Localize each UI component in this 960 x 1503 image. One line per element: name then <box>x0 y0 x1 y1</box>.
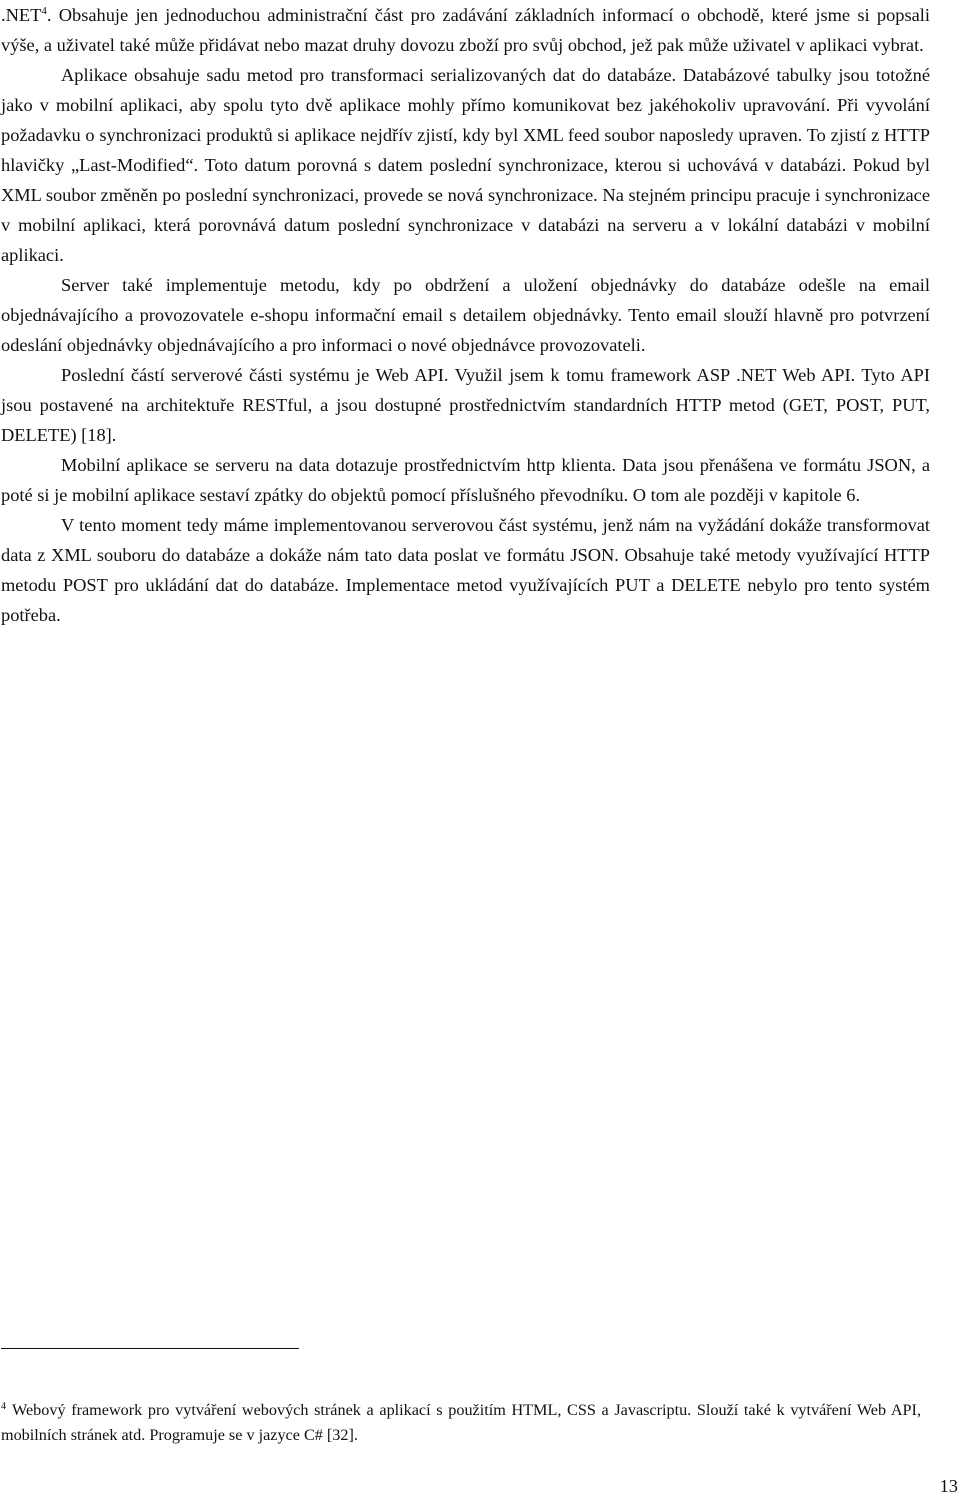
paragraph-6: V tento moment tedy máme implementovanou serverovou část systému, jenž nám na vyžádání dokáže transformovat data z XML souboru do databáze a dokáže nám tato data poslat ve formátu JSON. Obsahuje také metody využívající HTTP metodu POST pro ukládání dat do databáze. Implementace metod využívajících PUT a DELETE nebylo pro tento systém potřeba. <box>1 515 930 625</box>
paragraph-2: Aplikace obsahuje sadu metod pro transformaci serializovaných dat do databáze. Databázové tabulky jsou totožné jako v mobilní aplikaci, aby spolu tyto dvě aplikace mohly přímo komunikovat bez jakéhokoliv upravování. Při vyvolání požadavku o synchronizaci produktů si aplikace nejdřív zjistí, kdy byl XML feed soubor naposledy upraven. To zjistí z HTTP hlavičky „Last-Modified“. Toto datum porovná s datem poslední synchronizace, kterou si uchovává v databázi. Pokud byl XML soubor změněn po poslední synchronizaci, provede se nová synchronizace. Na stejném principu pracuje i synchronizace v mobilní aplikaci, která porovnává datum poslední synchronizace v databázi na serveru a v lokální databázi v mobilní aplikaci. <box>1 65 930 265</box>
paragraph-4: Poslední částí serverové části systému je Web API. Využil jsem k tomu framework ASP .NET Web API. Tyto API jsou postavené na architektuře RESTful, a jsou dostupné prostřednictvím standardních HTTP metod (GET, POST, PUT, DELETE) [18]. <box>1 365 930 445</box>
footnote <box>1 1398 921 1448</box>
footnote-text: Webový framework pro vytváření webových stránek a aplikací s použitím HTML, CSS a Javascriptu. Slouží také k vytváření Web API, mobilních stránek atd. Programuje se v jazyce C# [32]. <box>1 1401 921 1444</box>
paragraph-1-text: . Obsahuje jen jednoduchou administrační část pro zadávání základních informací o obchodě, které jsme si popsali výše, a uživatel také může přidávat nebo mazat druhy dovozu zboží pro svůj obchod, jež pak může uživatel v aplikaci vybrat. <box>1 5 930 55</box>
body-text <box>1 0 930 630</box>
footnote-mark: 4 <box>1 1400 6 1412</box>
page-number: 13 <box>939 1476 958 1496</box>
paragraph-1 <box>1 0 930 60</box>
footnote-separator <box>1 1348 299 1349</box>
paragraph-3: Server také implementuje metodu, kdy po obdržení a uložení objednávky do databáze odešle na email objednávajícího a provozovatele e-shopu informační email s detailem objednávky. Tento email slouží hlavně pro potvrzení odeslání objednávky objednávajícího a pro informaci o nové objednávce provozovateli. <box>1 275 930 355</box>
paragraph-5: Mobilní aplikace se serveru na data dotazuje prostřednictvím http klienta. Data jsou přenášena ve formátu JSON, a poté si je mobilní aplikace sestaví zpátky do objektů pomocí příslušného převodníku. O tom ale později v kapitole 6. <box>1 455 930 505</box>
footnote-reference[interactable]: 4 <box>41 4 47 17</box>
paragraph-1-lead: .NET <box>1 5 42 25</box>
